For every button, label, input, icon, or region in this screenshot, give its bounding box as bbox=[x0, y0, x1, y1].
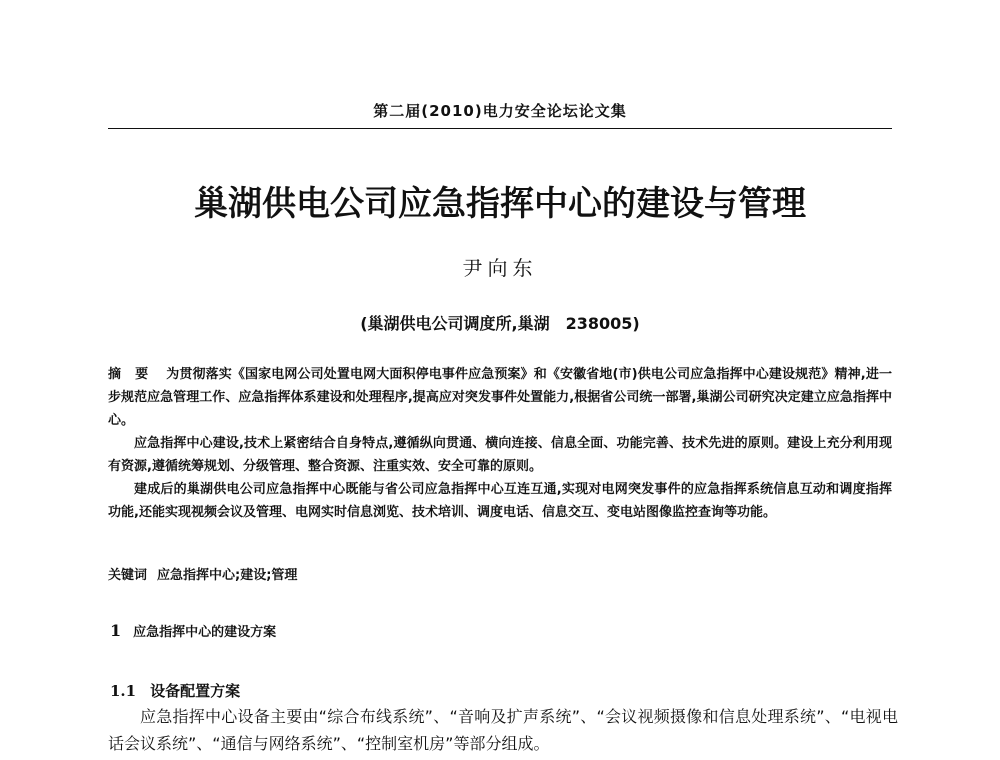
body-text bbox=[108, 703, 898, 757]
section-number: 1 bbox=[110, 621, 122, 640]
header-rule bbox=[108, 128, 892, 129]
subsection-heading bbox=[110, 680, 240, 701]
abstract-text: 为贯彻落实《国家电网公司处置电网大面积停电事件应急预案》和《安徽省地(市)供电公司应急指挥中心建设规范》精神,进一步规范应急管理工作、应急指挥体系建设和处理程序,提高应对突发事件处置能力,根据省公司统一部署,巢湖公司研究决定建立应急指挥中心。 bbox=[108, 367, 892, 428]
author: 尹向东 bbox=[462, 256, 538, 280]
body-paragraph: 应急指挥中心设备主要由“综合布线系统”、“音响及扩声系统”、“会议视频摄像和信息处理系统”、“电视电话会议系统”、“通信与网络系统”、“控制室机房”等部分组成。 bbox=[108, 707, 898, 753]
abstract-paragraph: 建成后的巢湖供电公司应急指挥中心既能与省公司应急指挥中心互连互通,实现对电网突发事件的应急指挥系统信息互动和调度指挥功能,还能实现视频会议及管理、电网实时信息浏览、技术培训、调度电话、信息交互、变电站图像监控查询等功能。 bbox=[108, 482, 892, 520]
abstract-paragraph: 应急指挥中心建设,技术上紧密结合自身特点,遵循纵向贯通、横向连接、信息全面、功能完善、技术先进的原则。建设上充分利用现有资源,遵循统筹规划、分级管理、整合资源、注重实效、安全可靠的原则。 bbox=[108, 436, 892, 474]
running-header: 第二届(2010)电力安全论坛论文集 bbox=[373, 102, 627, 120]
section-title: 应急指挥中心的建设方案 bbox=[133, 625, 277, 640]
subsection-number: 1.1 bbox=[110, 682, 137, 700]
section-heading bbox=[110, 621, 276, 640]
keywords-text: 应急指挥中心;建设;管理 bbox=[157, 568, 298, 583]
affiliation: (巢湖供电公司调度所,巢湖 238005) bbox=[360, 314, 640, 333]
abstract-paragraph bbox=[108, 363, 892, 432]
paper-title: 巢湖供电公司应急指挥中心的建设与管理 bbox=[194, 184, 806, 224]
abstract bbox=[108, 363, 892, 524]
keywords-label: 关键词 bbox=[108, 568, 148, 583]
keywords bbox=[108, 566, 892, 586]
abstract-label: 摘要 bbox=[108, 367, 163, 382]
subsection-title: 设备配置方案 bbox=[150, 682, 241, 700]
